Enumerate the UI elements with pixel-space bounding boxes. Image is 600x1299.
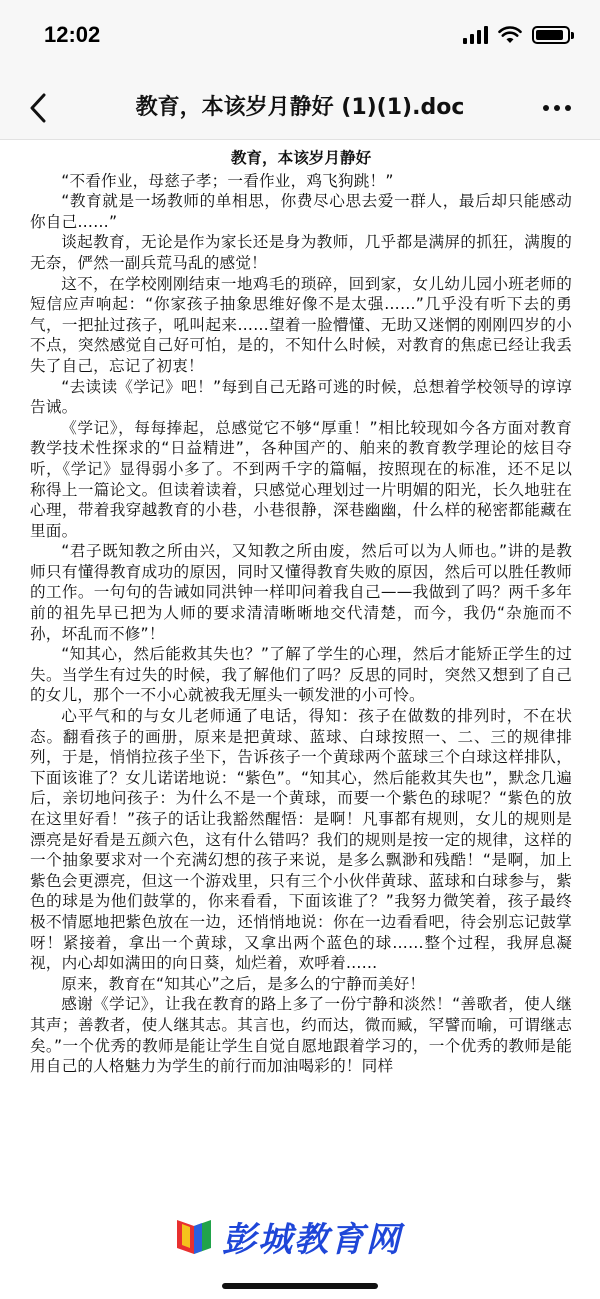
- document-title: 教育，本该岁月静好: [230, 149, 372, 167]
- chevron-left-icon: [29, 93, 47, 123]
- status-time: 12:02: [44, 22, 101, 47]
- status-bar: [0, 0, 600, 76]
- paragraph: 这不，在学校刚刚结束一地鸡毛的琐碎，回到家，女儿幼儿园小班老师的短信应声响起：“你家孩子抽象思维好像不是太强……”几乎没有听下去的勇气，一把扯过孩子，吼叫起来……望着一脸懵懂、无助又迷惘的刚刚四岁的小不点，突然感觉自己好可怕，是的，不知什么时候，对教育的焦虑已经让我丢失了自己，忘记了初衷！: [30, 274, 572, 375]
- nav-bar: [0, 76, 600, 140]
- paragraph: 原来，教育在“知其心”之后，是多么的宁静而美好！: [61, 974, 426, 993]
- paragraph: 感谢《学记》，让我在教育的路上多了一份宁静和淡然！“善歌者，使人继其声；善教者，使人继其志。其言也，约而达，微而臧，罕譬而喻，可谓继志矣。”一个优秀的教师是能让学生自觉自愿地跟着学习的，一个优秀的教师是能用自己的人格魅力为学生的前行而加油喝彩的！同样: [30, 995, 572, 1076]
- document-content: [0, 148, 600, 1299]
- battery-level: [536, 30, 563, 40]
- status-icons: [463, 26, 570, 44]
- book-logo-icon: [174, 1218, 214, 1256]
- paragraph: “知其心，然后能救其失也？”了解了学生的心理，然后才能矫正学生的过失。当学生有过失的时候，我了解他们了吗？反思的同时，突然又想到了自己的女儿，那个一不小心就被我无厘头一顿发泄的小可怜。: [30, 645, 572, 705]
- paragraph: 《学记》，每每捧起，总感觉它不够“厚重！”相比较现如今各方面对教育教学技术性探求的“日益精进”，各种国产的、舶来的教育教学理论的炫目夺听，《学记》显得弱小多了。不到两千字的篇幅，按照现在的标准，还不足以称得上一篇论文。但读着读着，只感觉心理划过一片明媚的阳光，长久地驻在心理，带着我穿越教育的小巷，小巷很静，深巷幽幽，什么样的秘密都能藏在里面。: [30, 418, 572, 540]
- document-filename: 教育，本该岁月静好 (1)(1).doc: [135, 95, 465, 120]
- paragraph: “君子既知教之所由兴，又知教之所由废，然后可以为人师也。”讲的是教师只有懂得教育成功的原因，同时又懂得教育失败的原因，然后可以胜任教师的工作。一句句的告诫如同洪钟一样叩问着我自己——我做到了吗？两千多年前的祖先早已把为人师的要求清清晰晰地交代清楚，而今，我仍“杂施而不孙，坏乱而不修”！: [30, 542, 572, 643]
- paragraph: “去读读《学记》吧！”每到自己无路可逃的时候，总想着学校领导的谆谆告诫。: [30, 377, 572, 417]
- battery-icon: [532, 26, 570, 44]
- paragraph: 谈起教育，无论是作为家长还是身为教师，几乎都是满屏的抓狂，满腹的无奈，俨然一副兵荒马乱的感觉！: [30, 233, 572, 272]
- more-dot-icon: [543, 105, 549, 111]
- more-options-button[interactable]: [532, 86, 582, 130]
- wifi-icon: [498, 26, 522, 44]
- paragraph: “教育就是一场教师的单相思，你费尽心思去爱一群人，最后却只能感动你自己……”: [30, 192, 572, 231]
- watermark-text: 彭城教育网: [222, 1220, 402, 1260]
- paragraph: 心平气和的与女儿老师通了电话，得知：孩子在做数的排列时，不在状态。翻看孩子的画册，原来是把黄球、蓝球、白球按照一、二、三的规律排列，于是，悄悄拉孩子坐下，告诉孩子一个黄球两个蓝球三个白球这样排队，下面该谁了？女儿诺诺地说：“紫色”。“知其心，然后能救其失也”，默念几遍后，亲切地问孩子：为什么不是一个黄球，而要一个紫色的球呢？“紫色的放在这里好看！”孩子的话让我豁然醒悟：是啊！凡事都有规则，女儿的规则是漂亮是好看是五颜六色，这有什么错吗？我们的规则是按一定的规律，这样的一个抽象要求对一个充满幻想的孩子来说，是多么飘渺和残酷！“是啊，加上紫色会更漂亮，但这一个游戏里，只有三个小伙伴黄球、蓝球和白球参与，紫色的球是为他们鼓掌的，你来看看，下面该谁了？”我努力微笑着，孩子最终极不情愿地把紫色放在一边，还悄悄地说：你在一边看看吧，待会别忘记鼓掌呀！紧接着，拿出一个黄球，又拿出两个蓝色的球……整个过程，我屏息凝视，内心却如满田的向日葵，灿烂着，欢呼着……: [30, 707, 572, 973]
- home-indicator[interactable]: [222, 1283, 378, 1289]
- more-dot-icon: [565, 105, 571, 111]
- paragraph: “不看作业，母慈子孝；一看作业，鸡飞狗跳！”: [61, 171, 394, 190]
- more-dot-icon: [554, 105, 560, 111]
- back-button[interactable]: [18, 86, 58, 130]
- watermark: [168, 1210, 408, 1263]
- cellular-signal-icon: [463, 26, 488, 44]
